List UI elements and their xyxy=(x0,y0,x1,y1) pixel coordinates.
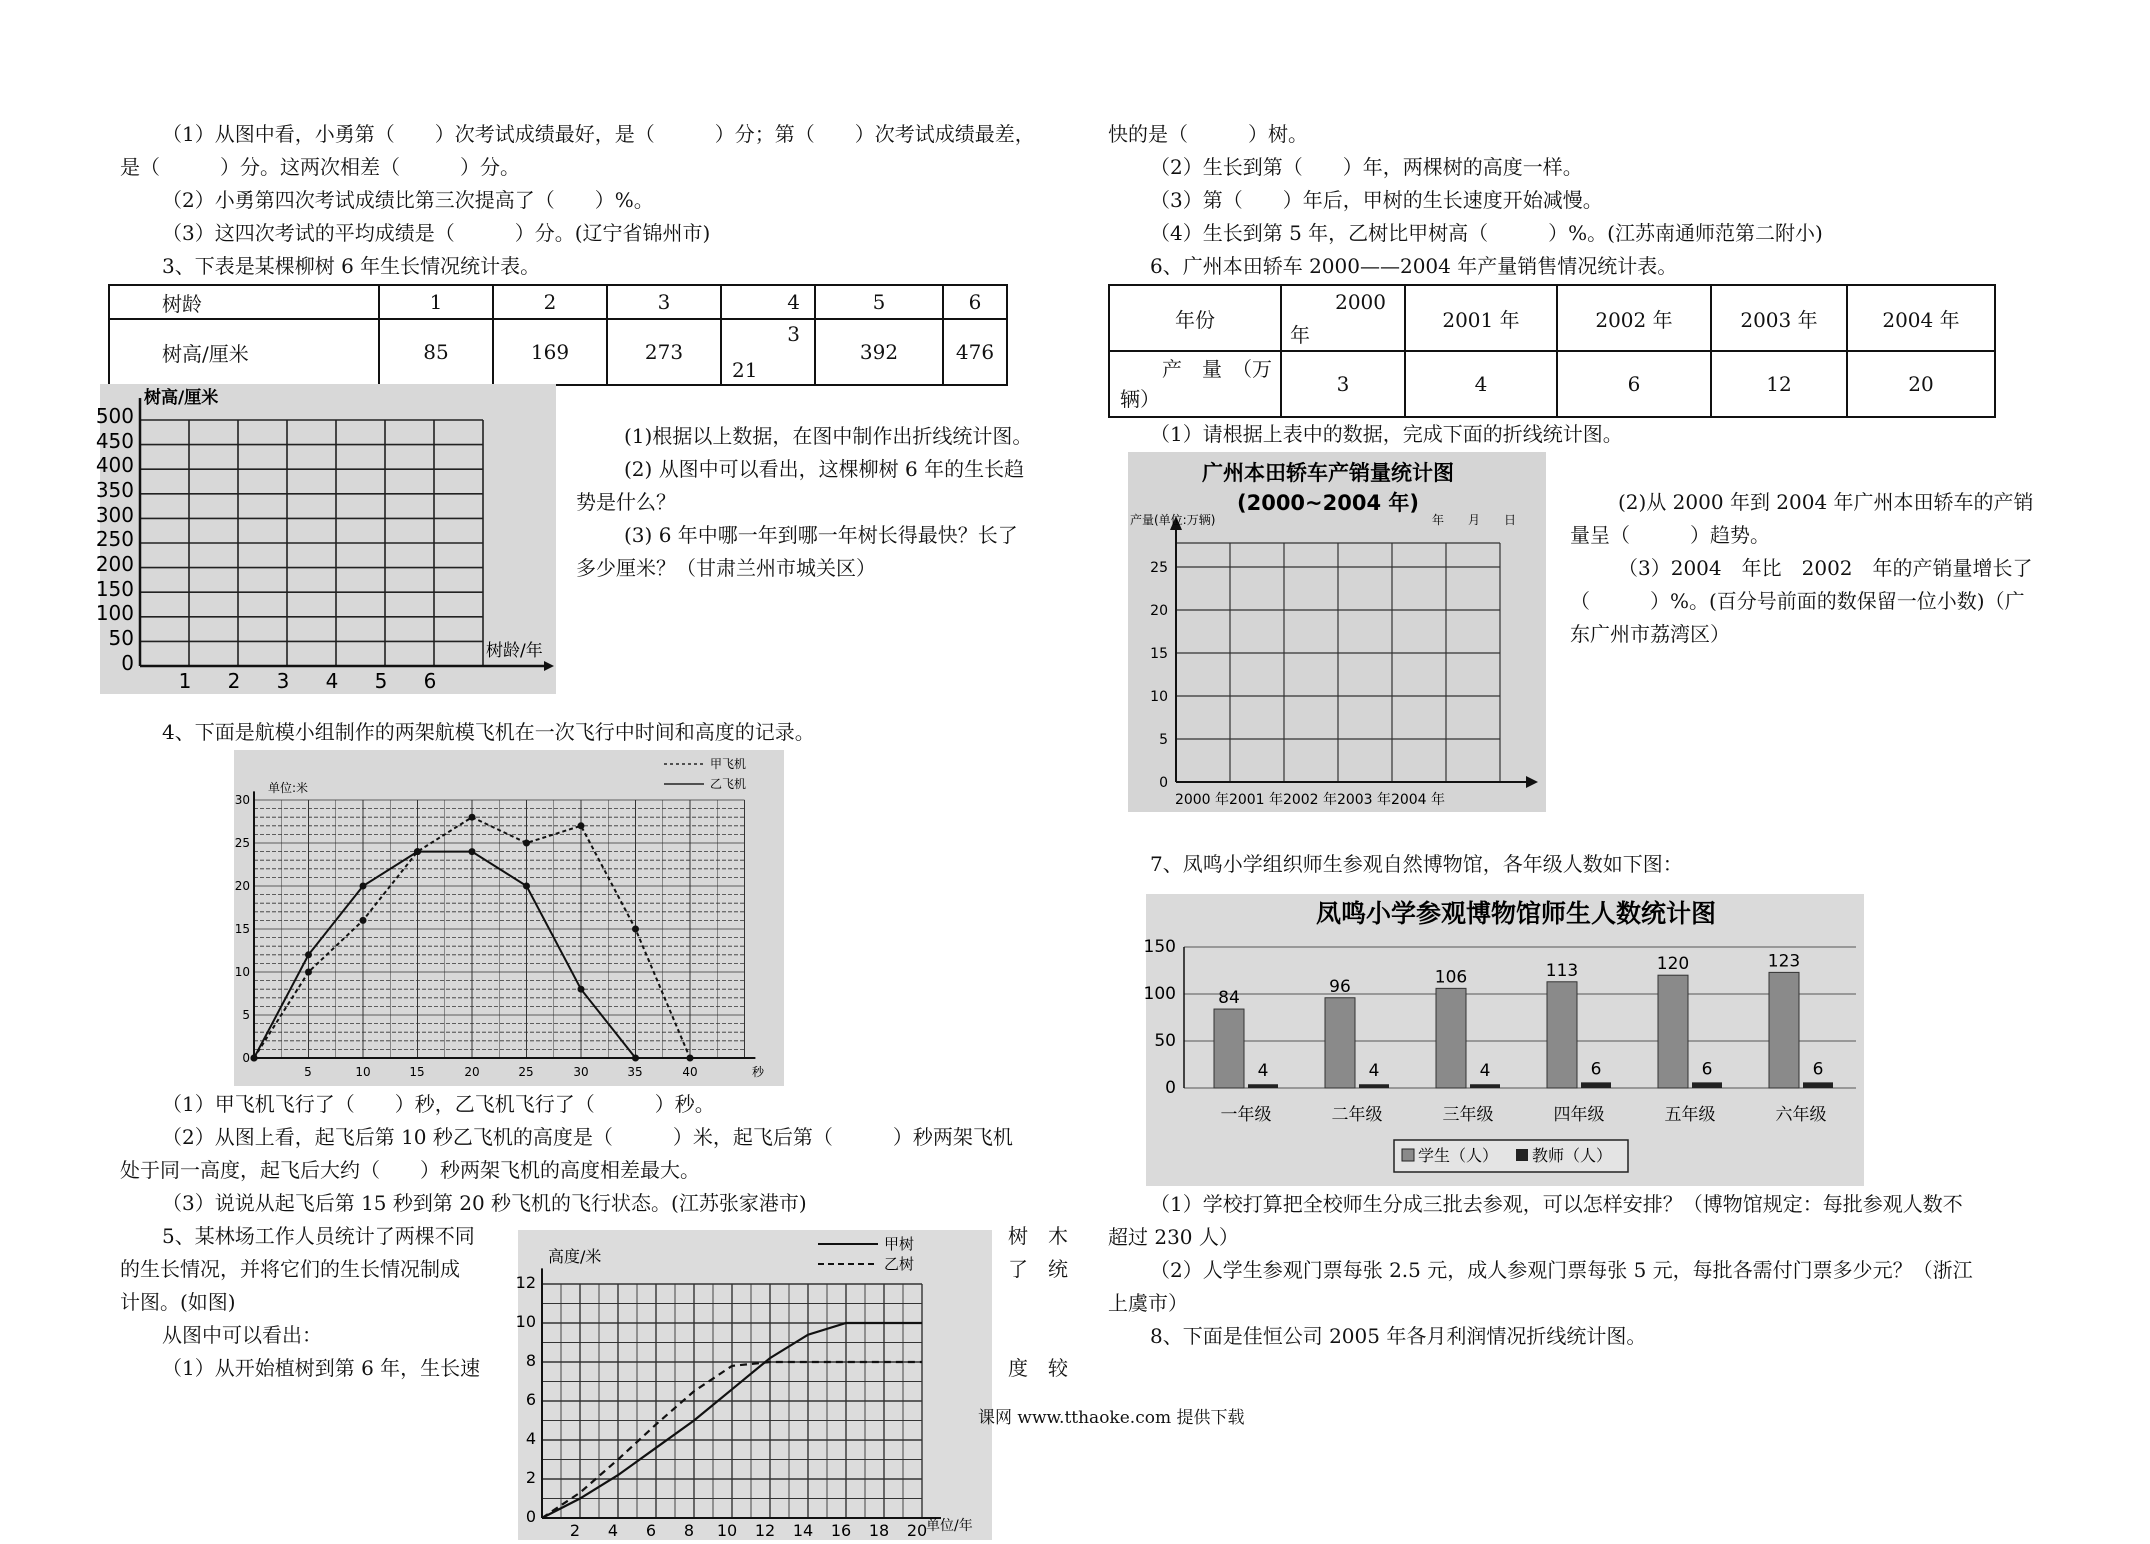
q4-data-point xyxy=(360,883,367,890)
table-cell: 2001 年 xyxy=(1405,285,1557,351)
x-axis-arrow xyxy=(1526,776,1538,788)
q7-category: 二年级 xyxy=(1331,1105,1383,1125)
q4-data-point xyxy=(687,1055,694,1062)
q2-line-3: （2）小勇第四次考试成绩比第三次提高了（ ）%。 xyxy=(162,188,654,212)
table-cell: 2 xyxy=(493,285,607,319)
q7-museum-chart xyxy=(1143,894,1864,1186)
q7-teacher-bar xyxy=(1359,1084,1389,1088)
q3-ytick: 250 xyxy=(95,527,134,551)
q5-tree-chart xyxy=(515,1230,992,1540)
q7-chart-svg xyxy=(1143,894,1864,1186)
q7-legend-teachers: 教师（人） xyxy=(1532,1146,1613,1165)
q4-legend xyxy=(664,756,746,791)
q7-student-value: 123 xyxy=(1767,951,1801,972)
q3-ytick: 150 xyxy=(95,577,134,601)
q2-line-2: 是（ ）分。这两次相差（ ）分。 xyxy=(120,155,520,179)
q4-data-point xyxy=(251,1055,258,1062)
q4-question-1: （1）甲飞机飞行了（ ）秒，乙飞机飞行了（ ）秒。 xyxy=(162,1092,715,1116)
table-cell: 20 xyxy=(1847,351,1995,417)
q5-ytick: 12 xyxy=(515,1273,536,1292)
q5-cont-1: 快的是（ ）树。 xyxy=(1108,122,1308,146)
q6-question-5: （ ）%。(百分号前面的数保留一位小数)（广 xyxy=(1570,589,2025,613)
split-bottom: 年 xyxy=(1290,323,1310,347)
q4-xtick: 5 xyxy=(304,1065,312,1079)
q3-xtick: 3 xyxy=(276,669,290,693)
q8-title: 8、下面是佳恒公司 2005 年各月利润情况折线统计图。 xyxy=(1150,1324,1647,1348)
q4-legend-a: 甲飞机 xyxy=(710,757,747,771)
table-cell: 2002 年 xyxy=(1557,285,1711,351)
q4-data-point xyxy=(305,969,312,976)
q4-ytick: 5 xyxy=(242,1008,250,1022)
q4-question-2: （2）从图上看，起飞后第 10 秒乙飞机的高度是（ ）米，起飞后第（ ）秒两架飞机 xyxy=(162,1125,1013,1149)
q3-willow-grid xyxy=(95,384,556,694)
q7-teacher-bar xyxy=(1248,1084,1278,1088)
q6-question-6: 东广州市荔湾区） xyxy=(1570,622,1730,646)
q4-xtick: 25 xyxy=(518,1065,534,1079)
q3-ytick: 50 xyxy=(108,626,134,650)
q3-question-1: (1)根据以上数据，在图中制作出折线统计图。 xyxy=(624,424,1033,448)
q6-question-1: （1）请根据上表中的数据，完成下面的折线统计图。 xyxy=(1150,422,1623,446)
q3-grid-svg xyxy=(95,384,556,694)
q6-ytick: 15 xyxy=(1150,646,1168,662)
q5-xtick: 20 xyxy=(906,1521,928,1540)
q5-xtick: 4 xyxy=(607,1521,619,1540)
q2-line-1: （1）从图中看，小勇第（ ）次考试成绩最好，是（ ）分；第（ ）次考试成绩最差， xyxy=(162,122,1035,146)
q6-xtick: 2000 年 xyxy=(1174,792,1230,808)
table-cell: 3 xyxy=(607,285,721,319)
q4-data-point xyxy=(578,986,585,993)
table-cell: 12 xyxy=(1711,351,1847,417)
table-cell: 4 xyxy=(721,285,815,319)
table-cell: 1 xyxy=(379,285,493,319)
q7-legend xyxy=(1394,1140,1628,1172)
q7-ytick: 100 xyxy=(1143,984,1176,1004)
q5-fragment-1: 树 木 xyxy=(1008,1224,1068,1248)
q3-data-table xyxy=(108,284,1008,386)
q7-student-bar xyxy=(1214,1009,1244,1088)
q3-x-axis-label: 树龄/年 xyxy=(486,641,543,661)
q3-ytick: 300 xyxy=(95,503,134,527)
q5-legend xyxy=(814,1234,974,1274)
q5-line-2: 的生长情况，并将它们的生长情况制成 xyxy=(120,1257,460,1281)
q6-grid-svg xyxy=(1128,452,1546,812)
q5-ytick: 0 xyxy=(525,1507,536,1526)
table-cell: 2003 年 xyxy=(1711,285,1847,351)
q7-teacher-bar xyxy=(1581,1082,1611,1088)
q5-x-axis-label: 单位/年 xyxy=(926,1518,973,1534)
q3-xtick: 4 xyxy=(325,669,339,693)
q7-category: 四年级 xyxy=(1553,1105,1605,1125)
q3-ytick: 450 xyxy=(95,429,134,453)
q4-data-point xyxy=(578,822,585,829)
q3-xtick: 1 xyxy=(178,669,192,693)
q6-question-4: （3）2004 年比 2002 年的产销量增长了 xyxy=(1618,556,2033,580)
q3-ytick: 200 xyxy=(95,552,134,576)
q7-legend-students: 学生（人） xyxy=(1418,1146,1499,1165)
q5-ytick: 10 xyxy=(515,1312,536,1331)
q7-student-value: 96 xyxy=(1329,976,1351,997)
table-header-height: 树高/厘米 xyxy=(109,319,379,385)
q5-xtick: 12 xyxy=(754,1521,776,1540)
q6-chart-subtitle: (2000~2004 年) xyxy=(1237,491,1419,515)
q7-teacher-value: 6 xyxy=(1590,1059,1602,1080)
q6-ytick: 10 xyxy=(1150,689,1168,705)
q5-ytick: 6 xyxy=(525,1390,536,1409)
q7-category: 六年级 xyxy=(1775,1105,1827,1125)
q7-title: 7、凤鸣小学组织师生参观自然博物馆，各年级人数如下图： xyxy=(1150,852,1683,876)
table-header-production xyxy=(1109,351,1281,417)
q6-date-label: 年 月 日 xyxy=(1432,513,1517,527)
q3-ytick: 100 xyxy=(95,601,134,625)
table-cell: 169 xyxy=(493,319,607,385)
q3-xtick: 5 xyxy=(374,669,388,693)
q7-student-value: 106 xyxy=(1434,967,1468,988)
q5-ytick: 8 xyxy=(525,1351,536,1370)
q6-title: 6、广州本田轿车 2000——2004 年产量销售情况统计表。 xyxy=(1150,254,1678,278)
q5-ytick: 4 xyxy=(525,1429,536,1448)
q4-ytick: 15 xyxy=(234,922,250,936)
q5-line-5: （1）从开始植树到第 6 年，生长速 xyxy=(162,1356,481,1380)
q4-xtick: 40 xyxy=(682,1065,698,1079)
q6-ytick: 5 xyxy=(1159,732,1168,748)
q2-line-4: （3）这四次考试的平均成绩是（ ）分。(辽宁省锦州市) xyxy=(162,221,711,245)
table-header-year: 年份 xyxy=(1109,285,1281,351)
table-cell: 392 xyxy=(815,319,943,385)
q4-data-point xyxy=(305,951,312,958)
q3-ytick: 0 xyxy=(121,651,134,675)
table-cell: 6 xyxy=(1557,351,1711,417)
q4-plane-chart xyxy=(234,750,784,1086)
q5-xtick: 14 xyxy=(792,1521,814,1540)
q4-data-point xyxy=(523,840,530,847)
q4-data-point xyxy=(360,917,367,924)
q7-student-bar xyxy=(1436,988,1466,1088)
q4-title: 4、下面是航模小组制作的两架航模飞机在一次飞行中时间和高度的记录。 xyxy=(162,720,815,744)
q3-ytick: 500 xyxy=(95,404,134,428)
q6-xtick: 2004 年 xyxy=(1390,792,1446,808)
q7-teacher-value: 6 xyxy=(1812,1059,1824,1080)
q7-teacher-value: 4 xyxy=(1257,1061,1269,1082)
q3-xtick: 6 xyxy=(423,669,437,693)
q3-title: 3、下表是某棵柳树 6 年生长情况统计表。 xyxy=(162,254,541,278)
q4-ytick: 0 xyxy=(242,1051,250,1065)
q7-question-3: （2）人学生参观门票每张 2.5 元，成人参观门票每张 5 元，每批各需付门票多少元？（浙江 xyxy=(1150,1258,1973,1282)
q6-xtick: 2001 年 xyxy=(1228,792,1284,808)
q5-line-4: 从图中可以看出： xyxy=(162,1323,322,1347)
q7-ytick: 50 xyxy=(1154,1031,1176,1051)
q5-xtick: 8 xyxy=(683,1521,695,1540)
q6-question-3: 量呈（ ）趋势。 xyxy=(1570,523,1770,547)
table-cell: 5 xyxy=(815,285,943,319)
q4-ytick: 20 xyxy=(234,879,250,893)
q5-cont-2: （2）生长到第（ ）年，两棵树的高度一样。 xyxy=(1150,155,1583,179)
q4-ytick: 25 xyxy=(234,836,250,850)
table-header-age: 树龄 xyxy=(109,285,379,319)
q3-question-2: (2) 从图中可以看出，这棵柳树 6 年的生长趋 xyxy=(624,457,1025,481)
q5-cont-3: （3）第（ ）年后，甲树的生长速度开始减慢。 xyxy=(1150,188,1603,212)
q4-legend-b: 乙飞机 xyxy=(710,777,747,791)
q4-data-point xyxy=(523,883,530,890)
table-cell: 4 xyxy=(1405,351,1557,417)
q7-chart-title: 凤鸣小学参观博物馆师生人数统计图 xyxy=(1315,899,1717,928)
table-cell: 476 xyxy=(943,319,1007,385)
q6-ytick: 25 xyxy=(1150,560,1168,576)
q7-ytick: 0 xyxy=(1165,1078,1176,1098)
q4-xtick: 15 xyxy=(409,1065,425,1079)
q4-chart-svg xyxy=(234,750,784,1086)
q5-y-axis-label: 高度/米 xyxy=(548,1247,602,1266)
q4-y-axis-label: 单位:米 xyxy=(268,781,309,795)
q7-category: 三年级 xyxy=(1442,1105,1494,1125)
q3-question-5: 多少厘米？（甘肃兰州市城关区） xyxy=(576,556,876,580)
q4-xtick: 30 xyxy=(573,1065,589,1079)
q4-ytick: 30 xyxy=(234,793,250,807)
q5-fragment-2: 了 统 xyxy=(1008,1257,1068,1281)
q7-question-2: 超过 230 人） xyxy=(1108,1225,1239,1249)
q4-xtick: 10 xyxy=(355,1065,371,1079)
q3-y-axis-label: 树高/厘米 xyxy=(144,388,219,408)
split-top: 3 xyxy=(787,322,800,346)
table-cell: 273 xyxy=(607,319,721,385)
q5-xtick: 18 xyxy=(868,1521,890,1540)
q3-question-3: 势是什么？ xyxy=(576,490,676,514)
q5-xtick: 2 xyxy=(569,1521,581,1540)
q7-teacher-bar xyxy=(1803,1082,1833,1088)
q6-ytick: 0 xyxy=(1159,775,1168,791)
q5-ytick: 2 xyxy=(525,1468,536,1487)
q6-chart-title: 广州本田轿车产销量统计图 xyxy=(1202,461,1454,485)
q4-data-point xyxy=(632,926,639,933)
q4-data-point xyxy=(469,814,476,821)
q5-xtick: 16 xyxy=(830,1521,852,1540)
q7-student-bar xyxy=(1658,975,1688,1088)
q7-teacher-bar xyxy=(1470,1084,1500,1088)
q7-question-1: （1）学校打算把全校师生分成三批去参观，可以怎样安排？（博物馆规定：每批参观人数不 xyxy=(1150,1192,1963,1216)
q6-question-2: (2)从 2000 年到 2004 年广州本田轿车的产销 xyxy=(1618,490,2034,514)
q3-question-4: (3) 6 年中哪一年到哪一年树长得最快？长了 xyxy=(624,523,1018,547)
q7-category: 五年级 xyxy=(1664,1105,1716,1125)
q5-xtick: 6 xyxy=(645,1521,657,1540)
table-cell: 3 xyxy=(1281,351,1405,417)
q7-student-bar xyxy=(1769,972,1799,1088)
table-cell-split xyxy=(721,319,815,385)
q3-xtick: 2 xyxy=(227,669,241,693)
q5-cont-4: （4）生长到第 5 年，乙树比甲树高（ ）%。(江苏南通师范第二附小) xyxy=(1150,221,1823,245)
q7-student-value: 113 xyxy=(1545,960,1579,981)
footer-text: 课网 www.tthaoke.com 提供下载 xyxy=(978,1408,1245,1428)
q4-question-3: 处于同一高度，起飞后大约（ ）秒两架飞机的高度相差最大。 xyxy=(120,1158,700,1182)
q7-category: 一年级 xyxy=(1220,1105,1272,1125)
x-axis-arrow xyxy=(544,661,554,671)
q6-ytick: 20 xyxy=(1150,603,1168,619)
q5-line-1: 5、某林场工作人员统计了两棵不同 xyxy=(162,1224,475,1248)
q5-legend-a: 甲树 xyxy=(884,1235,915,1253)
q5-legend-b: 乙树 xyxy=(884,1255,915,1273)
q4-data-point xyxy=(469,848,476,855)
q5-chart-svg xyxy=(515,1230,992,1540)
q7-teacher-bar xyxy=(1692,1082,1722,1088)
q7-teacher-value: 4 xyxy=(1479,1061,1491,1082)
q3-ytick: 350 xyxy=(95,478,134,502)
q4-data-point xyxy=(632,1055,639,1062)
q4-data-point xyxy=(414,848,421,855)
q5-xtick: 10 xyxy=(716,1521,738,1540)
table-cell: 85 xyxy=(379,319,493,385)
table-cell-split xyxy=(1281,285,1405,351)
q4-ytick: 10 xyxy=(234,965,250,979)
q4-xtick: 35 xyxy=(627,1065,643,1079)
q4-xtick: 20 xyxy=(464,1065,480,1079)
table-cell: 2004 年 xyxy=(1847,285,1995,351)
q7-student-value: 120 xyxy=(1656,954,1690,975)
q6-xtick: 2002 年 xyxy=(1282,792,1338,808)
q6-honda-grid xyxy=(1128,452,1546,812)
q7-question-4: 上虞市） xyxy=(1108,1291,1188,1315)
split-top: 2000 xyxy=(1335,290,1386,314)
q7-student-value: 84 xyxy=(1218,988,1240,1009)
q4-x-axis-label: 秒 xyxy=(752,1065,765,1079)
q5-line-3: 计图。(如图) xyxy=(120,1290,236,1314)
prod-header-line-1: 产 量 （万 xyxy=(1162,357,1272,381)
q7-student-bar xyxy=(1325,998,1355,1088)
split-bottom: 21 xyxy=(732,358,758,382)
q5-fragment-3: 度 较 xyxy=(1008,1356,1068,1380)
q6-y-axis-label: 产量(单位:万辆) xyxy=(1130,513,1216,527)
q7-teacher-value: 4 xyxy=(1368,1061,1380,1082)
q7-teacher-value: 6 xyxy=(1701,1059,1713,1080)
q4-question-4: （3）说说从起飞后第 15 秒到第 20 秒飞机的飞行状态。(江苏张家港市) xyxy=(162,1191,807,1215)
prod-header-line-2: 辆） xyxy=(1120,387,1160,411)
q3-ytick: 400 xyxy=(95,453,134,477)
q6-xtick: 2003 年 xyxy=(1336,792,1392,808)
q7-ytick: 150 xyxy=(1143,937,1176,957)
table-cell: 6 xyxy=(943,285,1007,319)
q7-student-bar xyxy=(1547,982,1577,1088)
q6-data-table xyxy=(1108,284,1996,418)
